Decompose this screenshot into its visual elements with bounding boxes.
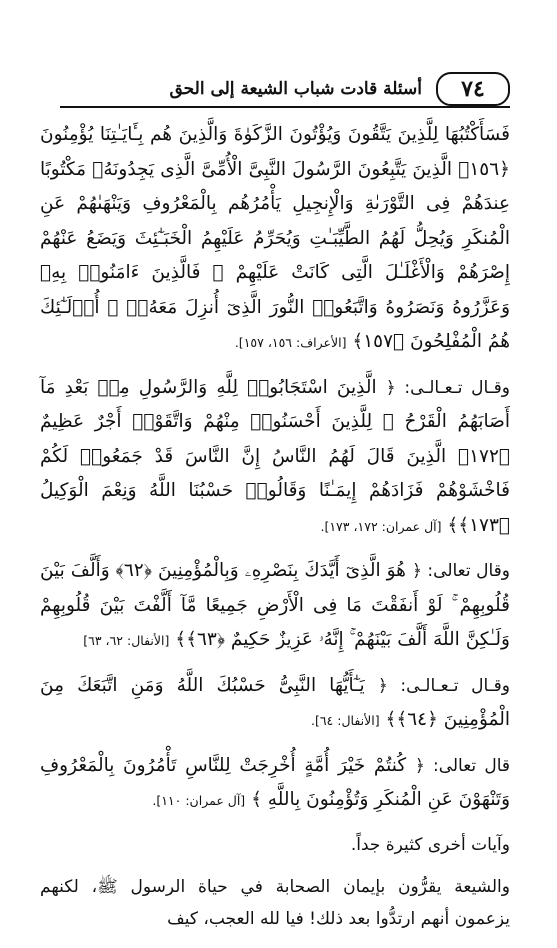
closing-paragraph: والشيعة يقرُّون بإيمان الصحابة في حياة الرسول ﷺ، لكنهم يزعمون أنهم ارتدُّوا بعد ذلك! فيا لله العجب، كيف: [40, 876, 510, 929]
verse-text: كُنتُمْ خَيْرَ أُمَّةٍ أُخْرِجَتْ لِلنَّاسِ تَأْمُرُونَ بِالْمَعْرُوفِ وَتَنْهَوْنَ عَنِ الْمُنكَرِ وَتُؤْمِنُونَ بِاللَّهِ ﴾: [40, 754, 510, 810]
running-title: أسئلة قادت شباب الشيعة إلى الحق: [169, 79, 422, 99]
verse-reference: [آل عمران: ١٧٢، ١٧٣].: [320, 518, 442, 534]
verse-reference: [الأنفال: ٦٤].: [310, 713, 380, 728]
quran-paragraph: [40, 669, 510, 739]
closing-line: وآيات أخرى كثيرة جداً.: [350, 834, 510, 855]
verse-text: يَـٰٓأَيُّهَا النَّبِىُّ حَسْبُكَ اللَّهُ وَمَنِ اتَّبَعَكَ مِنَ الْمُؤْمِنِينَ ﴿٦٤﴾﴾: [40, 674, 510, 730]
verse-reference: [الأعراف: ١٥٦، ١٥٧].: [234, 335, 347, 350]
verse-reference: [آل عمران: ١١٠].: [152, 793, 246, 808]
intro-phrase: وقـال تـعـالـى: ﴿: [377, 675, 511, 696]
verse-text: الَّذِينَ اسْتَجَابُوا۟ لِلَّهِ وَالرَّسُولِ مِنۢ بَعْدِ مَآ أَصَابَهُمُ الْقَرْحُ ۚ لِلَّذِينَ أَحْسَنُوا۟ مِنْهُمْ وَاتَّقَوْا۟ أَجْرٌ عَظِيمٌ ﴿١٧٢﴾ الَّذِينَ قَالَ لَهُمُ النَّاسُ إِنَّ النَّاسَ قَدْ جَمَعُوا۟ لَكُمْ فَاخْشَوْهُمْ فَزَادَهُمْ إِيمَـٰنًا وَقَالُوا۟ حَسْبُنَا اللَّهُ وَنِعْمَ الْوَكِيلُ ﴿١٧٣﴾﴾: [40, 376, 510, 536]
quran-paragraph: [40, 749, 510, 819]
intro-phrase: وقـال تـعـالـى: ﴿: [385, 377, 510, 398]
header-divider: [60, 106, 510, 108]
verse-text: هُوَ الَّذِىٓ أَيَّدَكَ بِنَصْرِهِۦ وَبِالْمُؤْمِنِينَ ﴿٦٢﴾ وَأَلَّفَ بَيْنَ قُلُوبِهِمْ ۚ لَوْ أَنفَقْتَ مَا فِى الْأَرْضِ جَمِيعًا مَّآ أَلَّفْتَ بَيْنَ قُلُوبِهِمْ وَلَـٰكِنَّ اللَّهَ أَلَّفَ بَيْنَهُمْ ۚ إِنَّهُۥ عَزِيزٌ حَكِيمٌ ﴿٦٣﴾﴾: [40, 560, 510, 650]
intro-phrase: قال تعالى: ﴿: [414, 755, 510, 776]
quran-paragraph: [40, 371, 510, 545]
verse-reference: [الأنفال: ٦٢، ٦٣]: [83, 633, 170, 648]
page-header: [60, 68, 510, 110]
verse-text: فَسَأَكْتُبُهَا لِلَّذِينَ يَتَّقُونَ وَيُؤْتُونَ الزَّكَوٰةَ وَالَّذِينَ هُم بِـَٔايَـٰتِنَا يُؤْمِنُونَ ﴿١٥٦﴾ الَّذِينَ يَتَّبِعُونَ الرَّسُولَ النَّبِىَّ الْأُمِّىَّ الَّذِى يَجِدُونَهُۥ مَكْتُوبًا عِندَهُمْ فِى التَّوْرَىٰةِ وَالْإِنجِيلِ يَأْمُرُهُم بِالْمَعْرُوفِ وَيَنْهَىٰهُمْ عَنِ الْمُنكَرِ وَيُحِلُّ لَهُمُ الطَّيِّبَـٰتِ وَيُحَرِّمُ عَلَيْهِمُ الْخَبَـٰٓئِثَ وَيَضَعُ عَنْهُمْ إِصْرَهُمْ وَالْأَغْلَـٰلَ الَّتِى كَانَتْ عَلَيْهِمْ ۚ فَالَّذِينَ ءَامَنُوا۟ بِهِۦ وَعَزَّرُوهُ وَنَصَرُوهُ وَاتَّبَعُوا۟ النُّورَ الَّذِىٓ أُنزِلَ مَعَهُۥٓ ۙ أُو۟لَـٰٓئِكَ هُمُ الْمُفْلِحُونَ ﴿١٥٧﴾: [40, 124, 510, 352]
page-body: [40, 118, 510, 945]
quran-paragraph: [40, 554, 510, 659]
intro-phrase: وقال تعالى: ﴿: [411, 561, 510, 581]
page-number: ٧٤: [436, 72, 510, 106]
quran-paragraph: [40, 118, 510, 361]
